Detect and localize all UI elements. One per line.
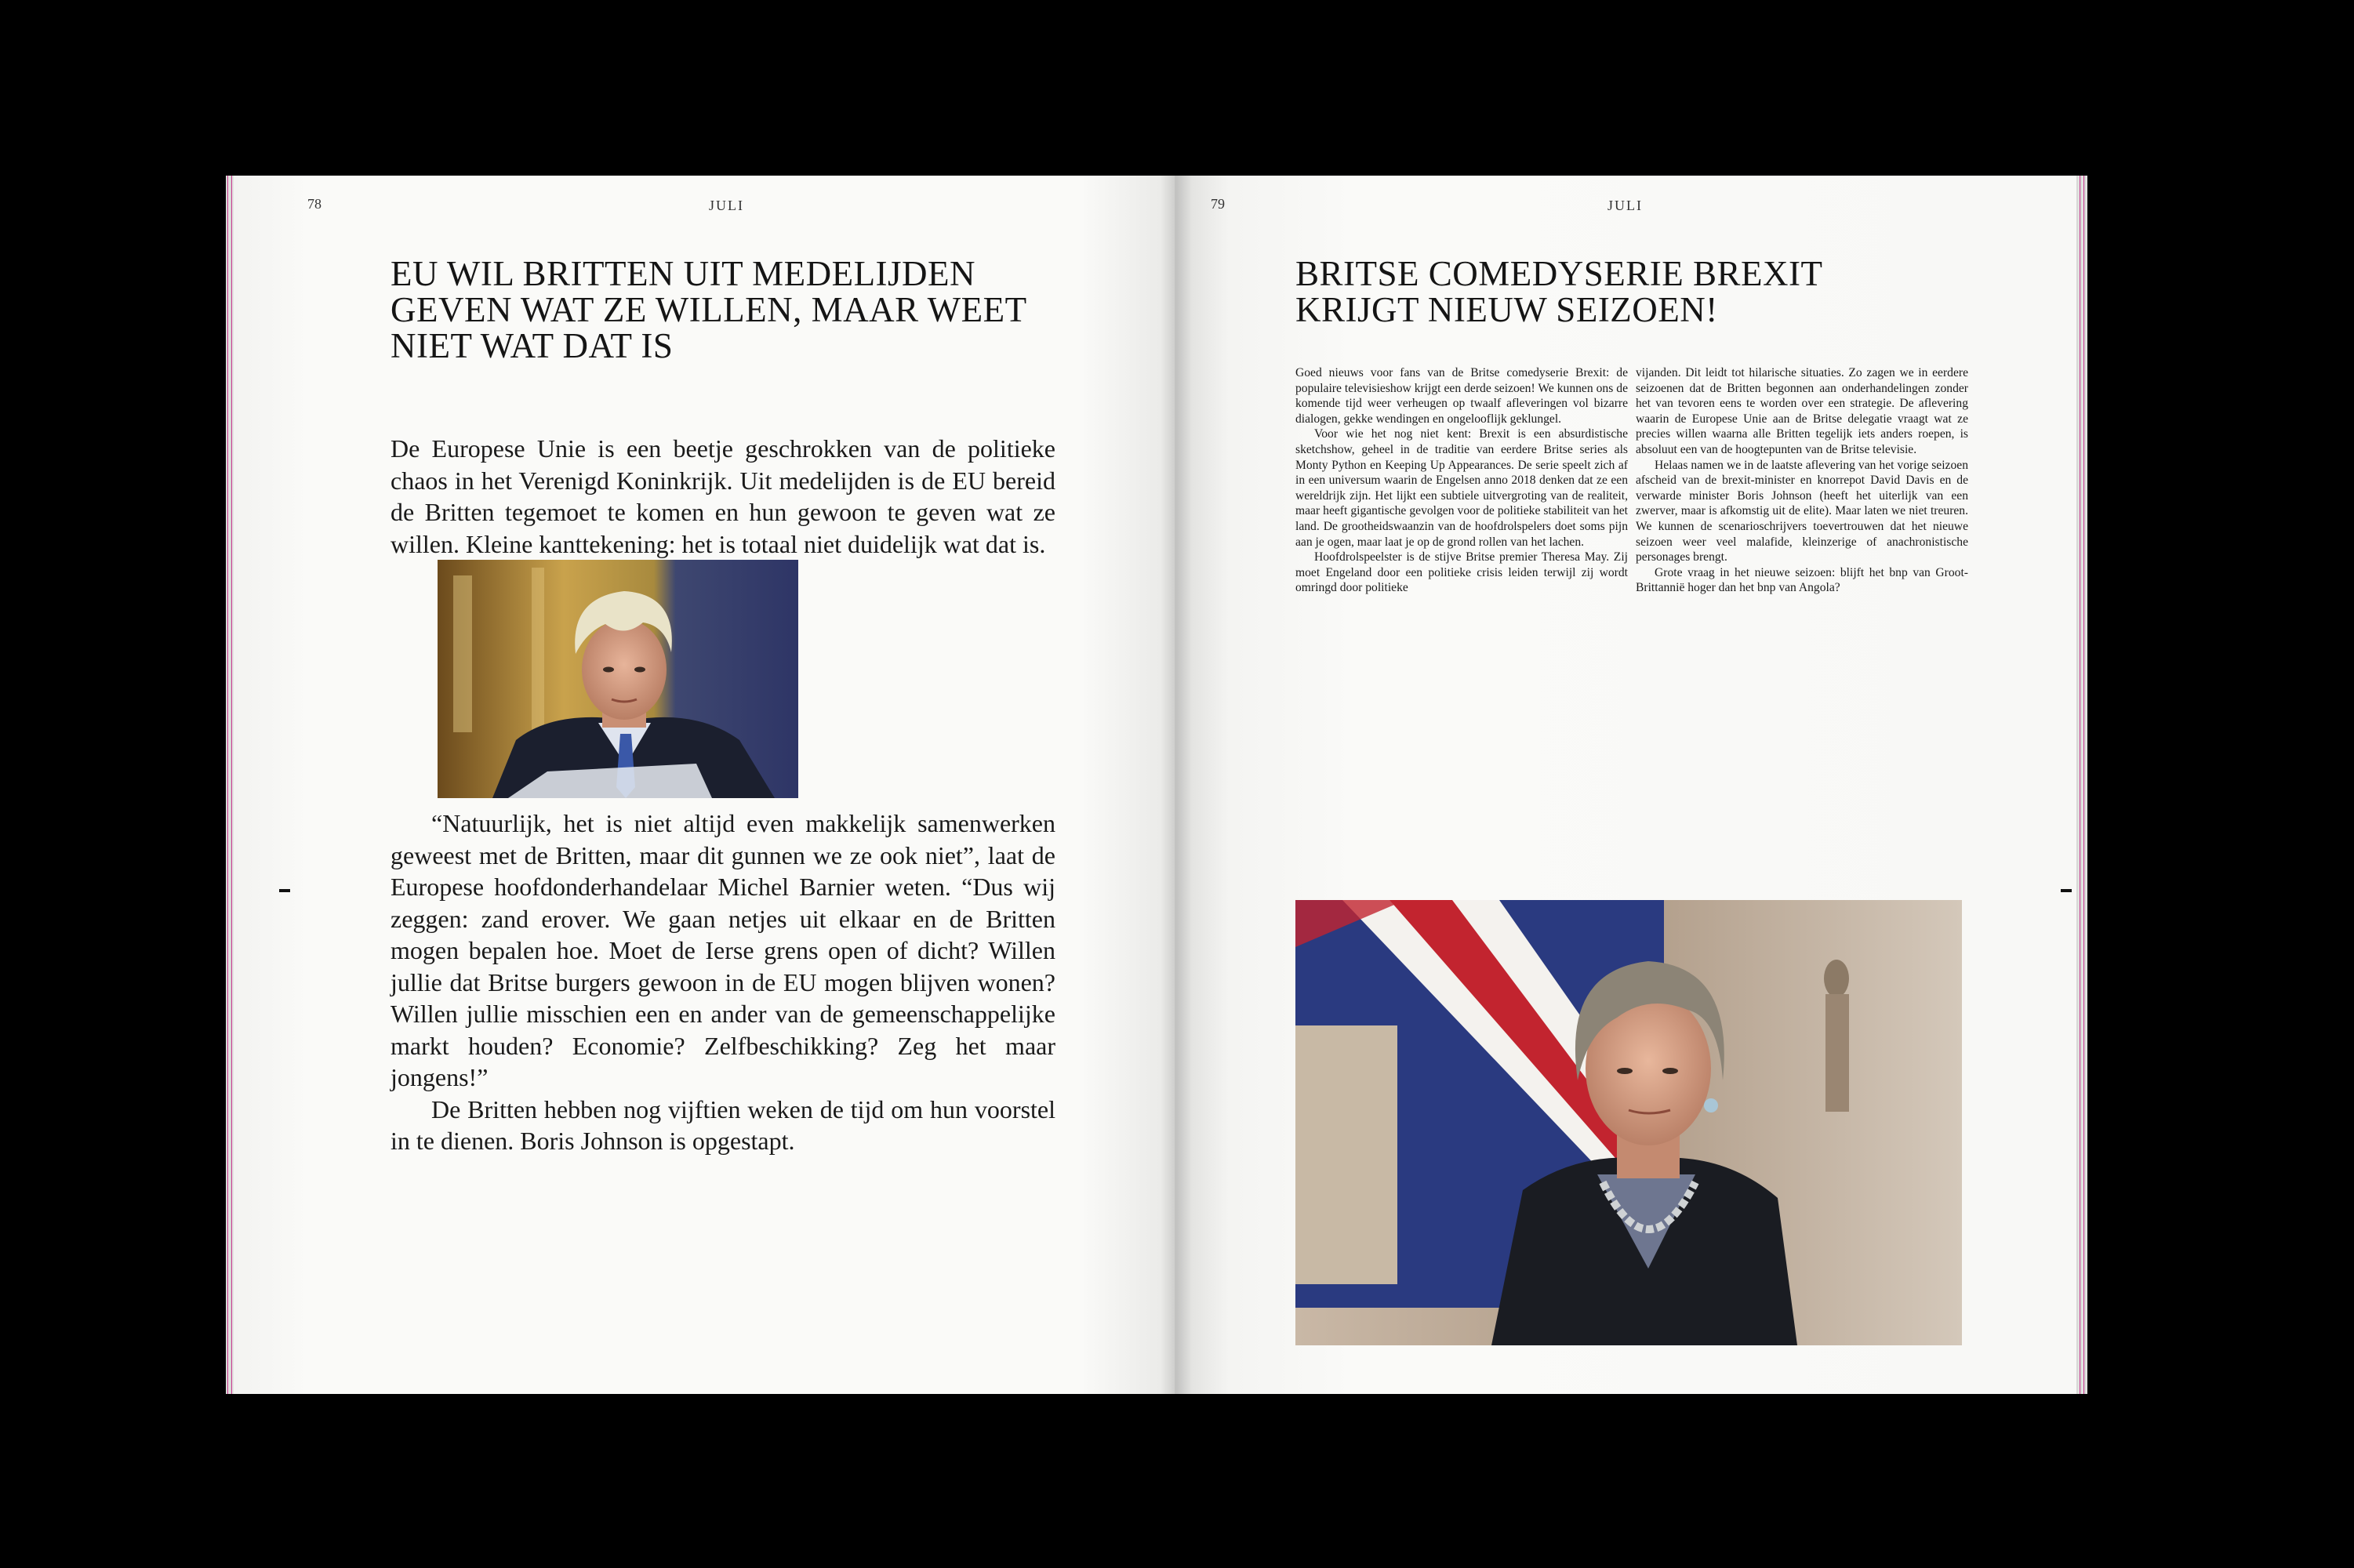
crop-mark-left [279,889,290,892]
left-quote-text [391,808,1055,1157]
right-headline: BRITSE COMEDYSERIE BREXIT KRIJGT NIEUW SEIZOEN! [1295,254,1822,329]
boris-johnson-photo [438,560,798,798]
right-col1-paragraph-3: Hoofdrolspeelster is de stijve Britse premier Theresa May. Zij moet Engeland door een politieke crisis leiden terwijl zij wordt omringd door politieke [1295,550,1628,595]
left-headline: EU WIL BRITTEN UIT MEDELIJDEN GEVEN WAT ZE WILLEN, MAAR WEET NIET WAT DAT IS [391,254,1026,365]
right-col2-paragraph-2: Helaas namen we in de laatste aflevering van het vorige seizoen afscheid van de brexit-minister en knorrepot David Davis en de verwarde minister Boris Johnson (heeft het uiterlijk van een zwerver, maar is afkomstig uit de elite). Maar laten we niet treuren. We kunnen de scenarioschrijvers toevertrouwen dat het nieuwe seizoen weer veel malafide, kleinzerige of anachronistische personages brengt. [1636,458,1968,564]
right-col2-paragraph-3: Grote vraag in het nieuwe seizoen: blijft het bnp van Groot-Brittannië hoger dan het bnp van Angola? [1636,565,1968,595]
right-col2-paragraph-1: vijanden. Dit leidt tot hilarische situaties. Zo zagen we in eerdere seizoenen dat de Britten begonnen aan onderhandelingen zonder het van tevoren eens te worden over een strategie. De aflevering waarin de Europese Unie aan de Britse delegatie vraagt wat ze precies willen waarna alle Britten tegelijk iets anders roepen, is absoluut een van de hoogtepunten van de Britse televisie. [1636,366,1968,456]
book-gutter [1161,176,1192,1394]
right-column-2 [1636,365,1968,596]
theresa-may-photo-image [1295,900,1962,1345]
crop-mark-right [2061,889,2072,892]
page-number-left: 78 [307,196,321,212]
right-column-1 [1295,365,1628,596]
right-col1-paragraph-1: Goed nieuws voor fans van de Britse comedyserie Brexit: de populaire televisieshow krijgt een derde seizoen! We kunnen ons de komende tijd weer verheugen op twaalf afleveringen vol bizarre dialogen, gekke wendingen en ongelooflijk geklungel. [1295,366,1628,426]
running-head-left: JULI [709,198,744,213]
boris-johnson-photo-image [438,560,798,798]
left-lead-paragraph: De Europese Unie is een beetje geschrokken van de politieke chaos in het Verenigd Koninkrijk. Uit medelijden is de EU bereid de Britten tegemoet te komen en hun gewoon te geven wat ze willen. Kleine kanttekening: het is totaal niet duidelijk wat dat is. [391,434,1055,558]
theresa-may-photo [1295,900,1962,1345]
running-head-right: JULI [1607,198,1643,213]
right-col1-paragraph-2: Voor wie het nog niet kent: Brexit is een absurdistische sketchshow, geheel in de traditie van eerdere Britse series als Monty Python en Keeping Up Appearances. De serie speelt zich af in een universum waarin de Engelsen anno 2018 denken dat ze een wereldrijk zijn. Het lijkt een subtiele uitvergroting van de realiteit, maar heeft gigantische gevolgen voor de politieke stabiliteit van het land. De grootheidswaanzin van de hoofdrolspelers doet soms pijn aan je ogen, maar laat je op de grond rollen van het lachen. [1295,427,1628,549]
left-quote-paragraph-2: De Britten hebben nog vijftien weken de tijd om hun voorstel in te dienen. Boris Johnson is opgestapt. [391,1094,1055,1155]
left-quote-paragraph-1: “Natuurlijk, het is niet altijd even makkelijk samenwerken geweest met de Britten, maar dit gunnen we ze ook niet”, laat de Europese hoofdonderhandelaar Michel Barnier weten. “Dus wij zeggen: zand erover. We gaan netjes uit elkaar en de Britten mogen bepalen hoe. Moet de Ierse grens open of dicht? Willen jullie dat Britse burgers gewoon in de EU mogen blijven wonen? Willen jullie misschien een en ander van de gemeenschappelijke markt houden? Economie? Zelfbeschikking? Zeg het maar jongens!” [391,809,1055,1091]
page-number-right: 79 [1211,196,1225,212]
